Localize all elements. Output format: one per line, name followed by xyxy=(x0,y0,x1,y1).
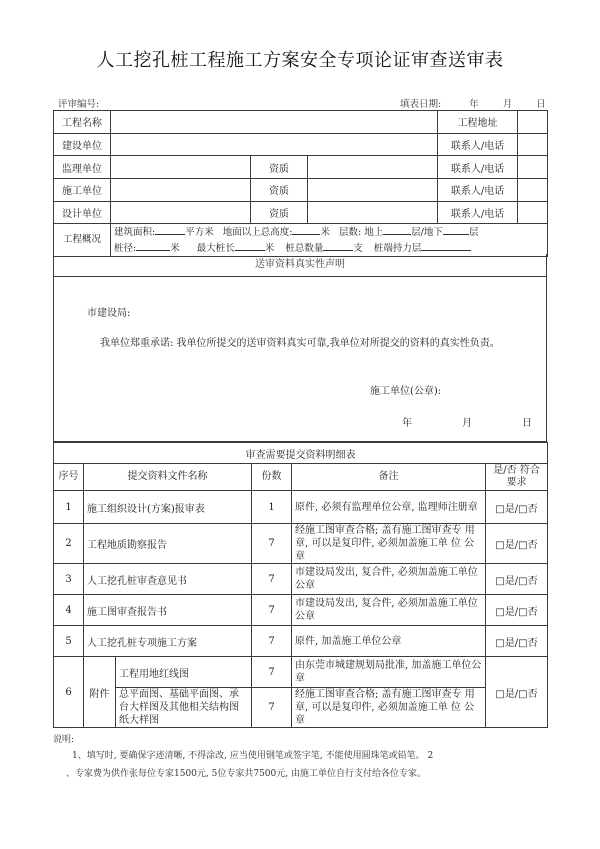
contractor-qualification-field[interactable] xyxy=(308,179,438,202)
declaration-section xyxy=(53,254,547,442)
floors-above-blank[interactable] xyxy=(383,224,411,235)
row-no: 1 xyxy=(54,491,84,524)
declaration-header: 送审资料真实性声明 xyxy=(54,254,546,277)
pile-count-blank[interactable] xyxy=(323,240,353,251)
row-note: 由东莞市城建规划局批准, 加盖施工单位公章 xyxy=(292,657,486,688)
supervisor-qualification-field[interactable] xyxy=(308,156,438,179)
row-name: 施工组织设计(方案)报审表 xyxy=(84,491,252,524)
declaration-salutation: 市建设局: xyxy=(87,308,131,319)
declaration-signature: 施工单位(公章): xyxy=(370,386,442,397)
floors-below-blank[interactable] xyxy=(443,224,469,235)
row-name: 总平面图、基础平面图、承台大样图及其他相关结构图纸大样图 xyxy=(116,688,252,728)
date-year: 年 xyxy=(469,99,479,110)
row-name: 工程地质勘察报告 xyxy=(84,524,252,564)
row-checkbox[interactable]: □是/□否 xyxy=(486,626,548,657)
overview-line-1: 建筑面积: 平方米 地面以上总高度: 米 层数: 地上 层/地下 层 xyxy=(114,224,544,240)
row-checkbox[interactable]: □是/□否 xyxy=(486,491,548,524)
project-address-label: 工程地址 xyxy=(438,111,518,134)
declaration-year: 年 xyxy=(402,418,412,429)
col-copies: 份数 xyxy=(252,464,292,491)
col-name: 提交资料文件名称 xyxy=(84,464,252,491)
contractor-field[interactable] xyxy=(111,179,251,202)
row-copies: 7 xyxy=(252,688,292,728)
declaration-month: 月 xyxy=(462,418,472,429)
supervisor-contact-field[interactable] xyxy=(518,156,548,179)
row-note: 原件, 必须有监理单位公章, 监理师注册章 xyxy=(292,491,486,524)
row-name: 人工挖孔桩审查意见书 xyxy=(84,564,252,595)
supervisor-contact-label: 联系人/电话 xyxy=(438,156,518,179)
builder-contact-label: 联系人/电话 xyxy=(438,133,518,156)
row-checkbox[interactable]: □是/□否 xyxy=(486,524,548,564)
row-name: 人工挖孔桩专项施工方案 xyxy=(84,626,252,657)
project-name-field[interactable] xyxy=(111,111,438,134)
row-no: 3 xyxy=(54,564,84,595)
project-address-field[interactable] xyxy=(518,111,548,134)
row-note: 经施工图审查合格; 盖有施工图审查专 用章, 可以是复印件, 必须加盖施工单 位 公章 xyxy=(292,688,486,728)
supervisor-qualification-label: 资质 xyxy=(251,156,308,179)
review-number-label: 评审编号: xyxy=(58,99,100,110)
col-note: 备注 xyxy=(292,464,486,491)
row-checkbox[interactable]: □是/□否 xyxy=(486,657,548,728)
notes-line-1: 1、填写时, 要确保字迹清晰, 不得涂改, 应当使用钢笔或签字笔, 不能使用圆珠笔或铅笔。 2 xyxy=(72,751,434,761)
row-name: 工程用地红线图 xyxy=(116,657,252,688)
designer-qualification-label: 资质 xyxy=(251,201,308,224)
designer-qualification-field[interactable] xyxy=(308,201,438,224)
builder-label: 建设单位 xyxy=(54,133,111,156)
row-copies: 7 xyxy=(252,657,292,688)
overview-field xyxy=(111,224,548,257)
supervisor-label: 监理单位 xyxy=(54,156,111,179)
builder-field[interactable] xyxy=(111,133,438,156)
designer-field[interactable] xyxy=(111,201,251,224)
row-name: 施工图审查报告书 xyxy=(84,595,252,626)
overview-label: 工程概况 xyxy=(54,224,111,257)
row-no: 4 xyxy=(54,595,84,626)
row-checkbox[interactable]: □是/□否 xyxy=(486,564,548,595)
area-blank[interactable] xyxy=(155,224,185,235)
row-copies: 7 xyxy=(252,564,292,595)
overview-line-2: 桩径: 米 最大桩长 米 桩总数量 支 桩端持力层 xyxy=(114,240,544,256)
row-copies: 7 xyxy=(252,595,292,626)
row-copies: 7 xyxy=(252,524,292,564)
declaration-day: 日 xyxy=(522,418,532,429)
materials-table xyxy=(53,442,548,728)
designer-label: 设计单位 xyxy=(54,201,111,224)
col-no: 序号 xyxy=(54,464,84,491)
date-month: 月 xyxy=(502,99,513,110)
diameter-blank[interactable] xyxy=(136,240,170,251)
row-note: 原件, 加盖施工单位公章 xyxy=(292,626,486,657)
declaration-promise: 我单位郑重承诺: 我单位所提交的送审资料真实可靠,我单位对所提交的资料的真实性负责。 xyxy=(100,338,500,349)
row-copies: 1 xyxy=(252,491,292,524)
row-no: 6 xyxy=(54,657,84,728)
col-requirement: 是/否 符合要求 xyxy=(486,464,548,491)
supervisor-field[interactable] xyxy=(111,156,251,179)
project-name-label: 工程名称 xyxy=(54,111,111,134)
row-no: 2 xyxy=(54,524,84,564)
max-length-blank[interactable] xyxy=(235,240,265,251)
height-blank[interactable] xyxy=(292,224,320,235)
bearing-layer-blank[interactable] xyxy=(421,240,471,251)
row-no: 5 xyxy=(54,626,84,657)
designer-contact-field[interactable] xyxy=(518,201,548,224)
contractor-label: 施工单位 xyxy=(54,179,111,202)
row-note: 市建设局发出, 复合件, 必须加盖施工单位公章 xyxy=(292,564,486,595)
contractor-contact-label: 联系人/电话 xyxy=(438,179,518,202)
form-title: 人工挖孔桩工程施工方案安全专项论证审查送审表 xyxy=(96,50,504,71)
row-note: 市建设局发出, 复合件, 必须加盖施工单位公章 xyxy=(292,595,486,626)
declaration-date xyxy=(402,414,532,429)
notes-label: 说明: xyxy=(53,735,75,745)
attachment-label: 附件 xyxy=(84,657,116,728)
designer-contact-label: 联系人/电话 xyxy=(438,201,518,224)
project-info-table xyxy=(53,110,548,257)
row-copies: 7 xyxy=(252,626,292,657)
builder-contact-field[interactable] xyxy=(518,133,548,156)
fill-date-label: 填表日期: xyxy=(400,99,442,110)
row-note: 经施工图审查合格; 盖有施工图审查专 用章, 可以是复印件, 必须加盖施工单 位 公章 xyxy=(292,524,486,564)
contractor-contact-field[interactable] xyxy=(518,179,548,202)
materials-header: 审查需要提交资料明细表 xyxy=(54,443,548,464)
notes-line-2: 、专家费为供作张每位专家1500元, 5位专家共7500元, 由施工单位自行支付给各位专家。 xyxy=(66,769,426,779)
row-checkbox[interactable]: □是/□否 xyxy=(486,595,548,626)
date-day: 日 xyxy=(536,99,546,110)
fill-date xyxy=(400,96,550,110)
contractor-qualification-label: 资质 xyxy=(251,179,308,202)
